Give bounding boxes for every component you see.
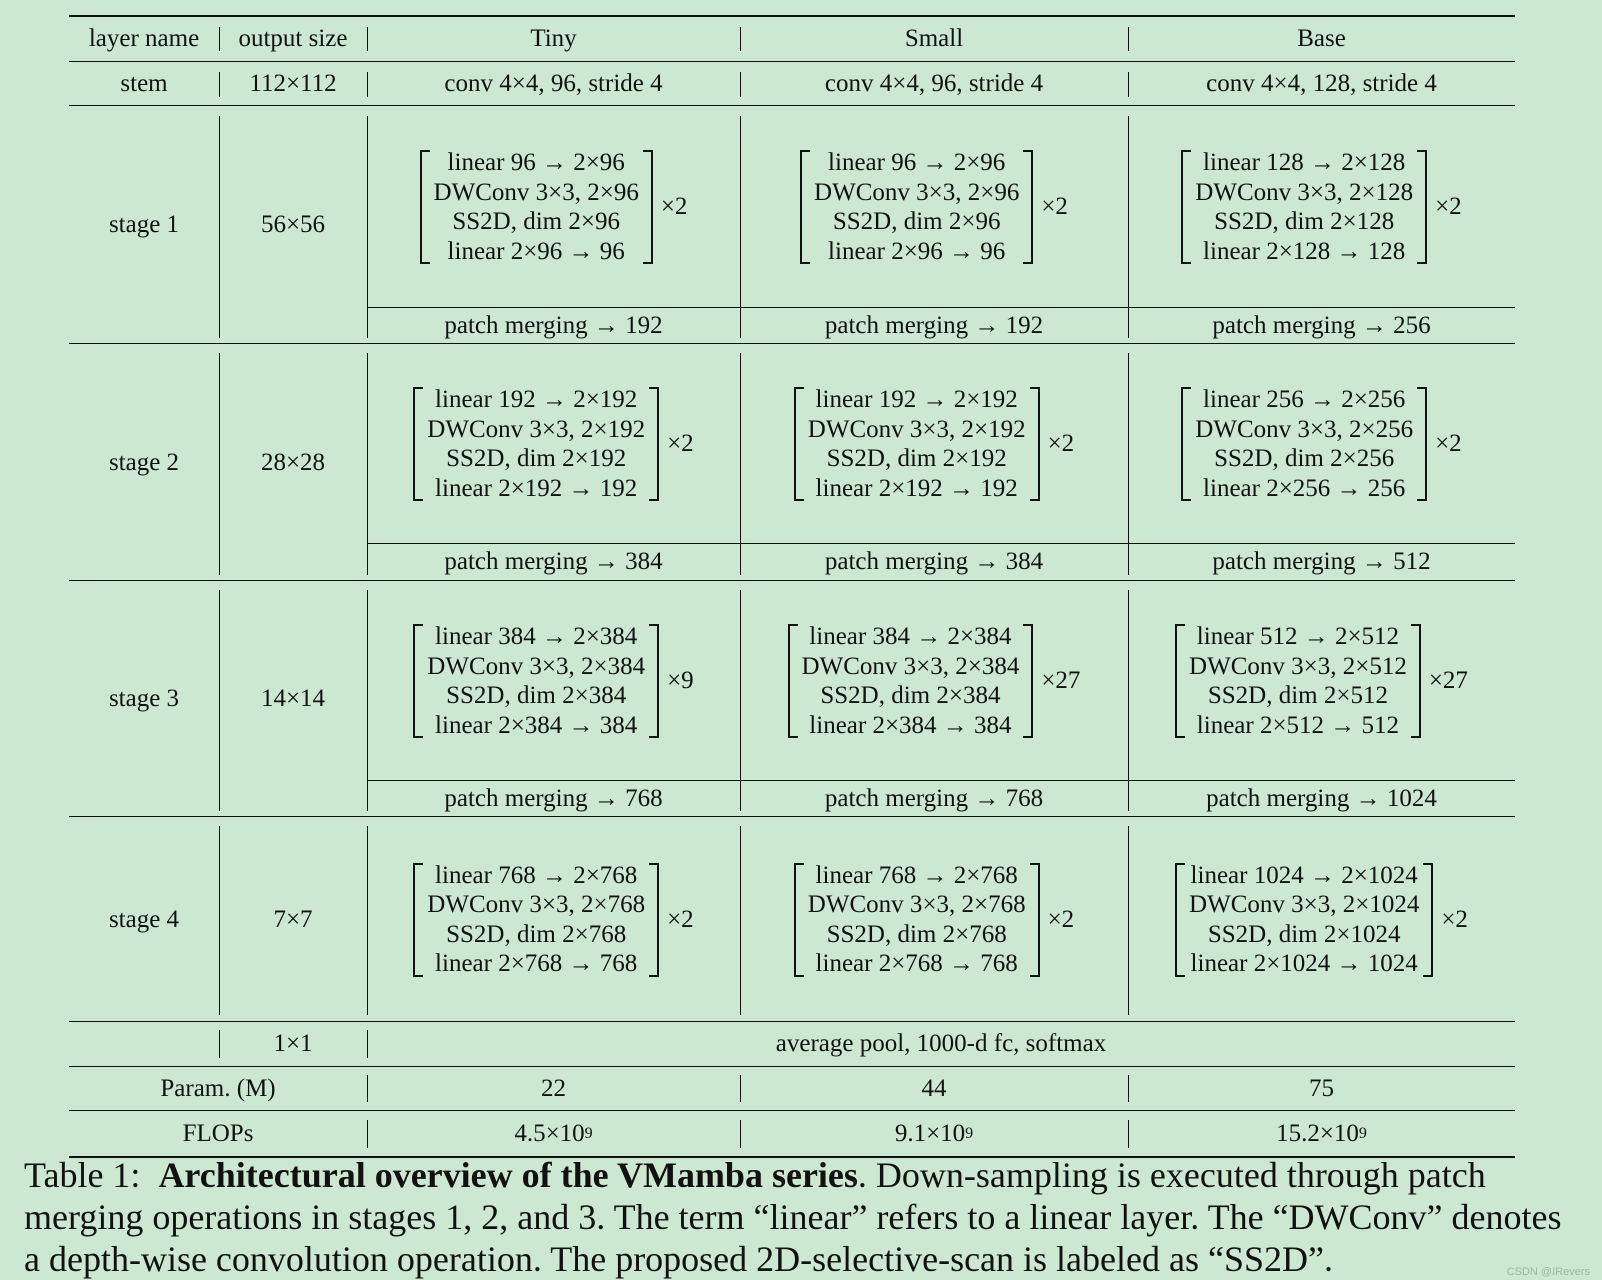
caption-label: Table 1: <box>24 1155 141 1195</box>
block-line: linear 2×384 → 384 <box>809 711 1012 739</box>
block-line: SS2D, dim 2×256 <box>1214 445 1395 472</box>
block-line: DWConv 3×3, 2×128 <box>1195 178 1414 206</box>
block-matrix <box>413 385 659 503</box>
block-matrix <box>1181 148 1427 266</box>
block-line: DWConv 3×3, 2×96 <box>814 178 1020 206</box>
flops-small: 9.1×10 9 <box>894 1119 974 1147</box>
table-caption <box>24 1154 1584 1280</box>
stage2-rule <box>69 580 1515 581</box>
pool-size: 1×1 <box>273 1030 313 1057</box>
block-repeat: ×2 <box>1441 905 1468 933</box>
stage-output-size: 7×7 <box>273 905 313 933</box>
block-matrix <box>1175 622 1421 740</box>
block-line: linear 96 → 2×96 <box>828 149 1006 176</box>
patch-merging-base: patch merging → 256 <box>1212 311 1431 339</box>
patch-merging-small: patch merging → 192 <box>824 311 1044 339</box>
header-tiny: Tiny <box>530 25 577 52</box>
patch-merging-small: patch merging → 384 <box>824 548 1044 575</box>
stem-size: 112×112 <box>249 69 337 97</box>
block-line: DWConv 3×3, 2×192 <box>807 415 1026 443</box>
block-repeat: ×27 <box>1428 667 1468 694</box>
params-label: Param. (M) <box>160 1074 276 1102</box>
stage-output-size: 14×14 <box>260 685 326 712</box>
block-matrix <box>800 148 1033 266</box>
stage-output-size: 56×56 <box>260 211 326 238</box>
block-line: DWConv 3×3, 2×192 <box>427 415 646 443</box>
block-line: linear 128 → 2×128 <box>1203 149 1406 176</box>
stem-base: conv 4×4, 128, stride 4 <box>1206 69 1437 97</box>
patch-merging-small: patch merging → 768 <box>824 784 1044 812</box>
block-line: DWConv 3×3, 2×96 <box>433 178 639 206</box>
stem-small: conv 4×4, 96, stride 4 <box>824 69 1044 97</box>
block-line: SS2D, dim 2×512 <box>1207 682 1388 709</box>
block-line: SS2D, dim 2×128 <box>1214 208 1395 235</box>
stage-block-base <box>1128 818 1515 1021</box>
block-line: SS2D, dim 2×96 <box>832 208 1001 235</box>
patch-merging-tiny: patch merging → 768 <box>444 784 663 812</box>
stage-name: stage 4 <box>108 905 180 933</box>
block-line: linear 2×1024 → 1024 <box>1190 950 1418 977</box>
block-line: linear 2×192 → 192 <box>815 474 1018 502</box>
stage-block-small <box>740 345 1128 543</box>
stem-rule <box>69 105 1515 106</box>
block-line: SS2D, dim 2×768 <box>826 920 1007 948</box>
block-repeat: ×2 <box>667 905 694 933</box>
block-matrix <box>794 385 1040 503</box>
block-line: linear 2×192 → 192 <box>435 474 638 502</box>
block-matrix <box>1181 385 1427 503</box>
block-line: linear 2×96 → 96 <box>447 237 625 265</box>
stage-block-base <box>1128 107 1515 307</box>
params-tiny: 22 <box>541 1074 566 1102</box>
params-base: 75 <box>1309 1074 1334 1102</box>
header-output-size: output size <box>238 25 348 52</box>
block-matrix <box>420 148 653 266</box>
stage-name: stage 3 <box>108 685 180 712</box>
block-line: linear 384 → 2×384 <box>435 623 638 650</box>
stage-block-base <box>1128 345 1515 543</box>
block-repeat: ×2 <box>660 193 688 220</box>
block-line: linear 192 → 2×192 <box>815 386 1018 413</box>
block-line: linear 256 → 2×256 <box>1203 386 1406 413</box>
block-line: SS2D, dim 2×96 <box>452 208 620 235</box>
patch-merging-base: patch merging → 512 <box>1212 548 1431 575</box>
stem-name: stem <box>120 69 168 97</box>
pool-text: average pool, 1000-d fc, softmax <box>775 1030 1107 1057</box>
block-repeat: ×2 <box>1041 193 1068 220</box>
stage-name: stage 1 <box>108 211 180 238</box>
block-matrix <box>794 861 1040 979</box>
block-line: linear 2×512 → 512 <box>1196 711 1400 739</box>
stage-block-small <box>740 818 1128 1021</box>
patch-merging-tiny: patch merging → 192 <box>444 311 663 339</box>
block-line: linear 768 → 2×768 <box>435 861 638 889</box>
header-layer-name: layer name <box>88 25 200 52</box>
stem-tiny: conv 4×4, 96, stride 4 <box>444 69 663 97</box>
block-repeat: ×2 <box>1435 430 1462 457</box>
header-small: Small <box>904 25 964 52</box>
block-line: linear 192 → 2×192 <box>435 386 638 413</box>
stage-block-tiny <box>367 818 740 1021</box>
stage-name: stage 2 <box>108 448 180 476</box>
stage-block-base <box>1128 582 1515 780</box>
stage-block-tiny <box>367 345 740 543</box>
block-line: SS2D, dim 2×768 <box>446 920 627 948</box>
stage3-rule <box>69 816 1515 817</box>
block-line: DWConv 3×3, 2×384 <box>427 652 646 680</box>
block-line: linear 2×128 → 128 <box>1203 237 1406 265</box>
patch-merging-base: patch merging → 1024 <box>1206 784 1437 812</box>
block-line: linear 384 → 2×384 <box>809 623 1012 650</box>
watermark: CSDN @IRevers <box>1506 1266 1590 1278</box>
block-repeat: ×2 <box>667 430 694 457</box>
block-line: DWConv 3×3, 2×768 <box>427 891 646 918</box>
block-line: DWConv 3×3, 2×384 <box>801 652 1020 680</box>
block-line: SS2D, dim 2×384 <box>820 682 1001 709</box>
stage-output-size: 28×28 <box>260 448 326 476</box>
block-line: DWConv 3×3, 2×768 <box>807 891 1026 918</box>
header-base: Base <box>1297 25 1346 52</box>
block-matrix <box>413 861 659 979</box>
block-line: DWConv 3×3, 2×256 <box>1195 415 1414 443</box>
block-repeat: ×9 <box>667 667 694 694</box>
block-line: linear 768 → 2×768 <box>815 861 1018 889</box>
stage-block-small <box>740 582 1128 780</box>
block-line: linear 2×768 → 768 <box>435 950 638 977</box>
block-repeat: ×2 <box>1435 193 1462 220</box>
stage-block-tiny <box>367 107 740 307</box>
block-repeat: ×27 <box>1041 667 1081 694</box>
block-line: DWConv 3×3, 2×1024 <box>1189 891 1420 918</box>
block-repeat: ×2 <box>1047 905 1075 933</box>
patch-merging-tiny: patch merging → 384 <box>444 548 663 575</box>
stage-block-tiny <box>367 582 740 780</box>
block-line: linear 512 → 2×512 <box>1196 623 1400 650</box>
block-line: SS2D, dim 2×384 <box>446 682 627 709</box>
block-line: linear 2×256 → 256 <box>1203 474 1406 502</box>
block-matrix <box>1175 861 1433 979</box>
flops-tiny: 4.5×10 9 <box>514 1119 593 1147</box>
block-matrix <box>788 622 1034 740</box>
block-repeat: ×2 <box>1047 430 1075 457</box>
block-line: DWConv 3×3, 2×512 <box>1189 652 1407 680</box>
stage-block-small <box>740 107 1128 307</box>
flops-label: FLOPs <box>182 1119 254 1147</box>
caption-title: Architectural overview of the VMamba series <box>158 1155 858 1195</box>
block-line: SS2D, dim 2×1024 <box>1207 920 1401 948</box>
block-line: SS2D, dim 2×192 <box>446 445 627 472</box>
flops-tiny-mantissa: 4.5×10 <box>514 1119 585 1147</box>
params-small: 44 <box>921 1074 947 1102</box>
block-line: SS2D, dim 2×192 <box>826 445 1007 472</box>
block-line: linear 2×768 → 768 <box>815 950 1018 977</box>
block-line: linear 1024 → 2×1024 <box>1190 861 1418 889</box>
block-line: linear 2×96 → 96 <box>828 237 1006 265</box>
stage1-rule <box>69 343 1515 344</box>
flops-base-mantissa: 15.2×10 <box>1276 1119 1359 1147</box>
block-matrix <box>413 622 659 740</box>
block-line: linear 96 → 2×96 <box>447 149 625 176</box>
block-line: linear 2×384 → 384 <box>435 711 638 739</box>
caption-text: . Down-sampling is executed through patch merging operations in stages 1, 2, and 3. The term “linear” refers to a linear layer. The “DWConv” denotes a depth-wise convolution operation. The proposed 2D-selective-scan is labeled as “SS2D”. <box>24 1155 1562 1279</box>
flops-base: 15.2×10 9 <box>1276 1119 1367 1147</box>
flops-small-mantissa: 9.1×10 <box>894 1119 966 1147</box>
